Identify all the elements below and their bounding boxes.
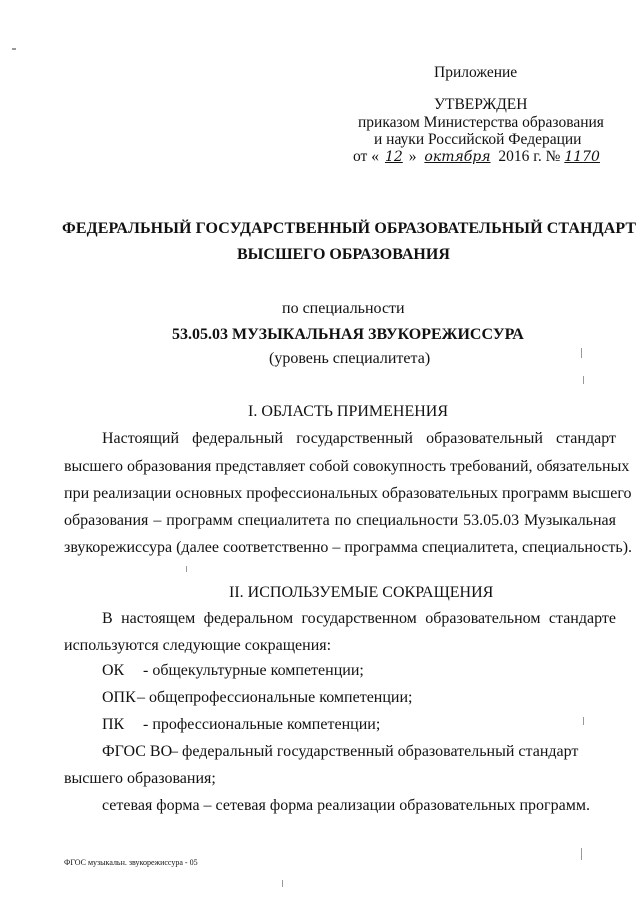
doc-title-line-1: ФЕДЕРАЛЬНЫЙ ГОСУДАРСТВЕННЫЙ ОБРАЗОВАТЕЛЬНЫЙ СТАНДАРТ: [62, 220, 637, 237]
section1-line-5: звукорежиссура (далее соответственно – программа специалитета, специальность).: [64, 539, 633, 556]
abbr-def-ok: - общекультурные компетенции;: [143, 662, 364, 679]
order-date-line: [353, 148, 600, 166]
abbr-term-opk: ОПК: [102, 689, 136, 706]
by-specialty: по специальности: [282, 300, 405, 317]
order-line-2: и науки Российской Федерации: [374, 131, 582, 148]
approved-label: УТВЕРЖДЕН: [434, 96, 528, 113]
order-number: 1170: [564, 149, 600, 165]
scan-mark: [583, 376, 584, 384]
specialty-title: 53.05.03 МУЗЫКАЛЬНАЯ ЗВУКОРЕЖИССУРА: [172, 326, 524, 343]
section1-line-3: при реализации основных профессиональных образовательных программ высшего: [64, 485, 632, 502]
section2-heading: II. ИСПОЛЬЗУЕМЫЕ СОКРАЩЕНИЯ: [229, 584, 494, 601]
abbr-def-opk: – общепрофессиональные компетенции;: [137, 689, 413, 706]
abbr-term-fgos: ФГОС ВО: [102, 743, 173, 760]
abbr-def-pk: - профессиональные компетенции;: [143, 716, 381, 733]
section1-heading: I. ОБЛАСТЬ ПРИМЕНЕНИЯ: [248, 403, 449, 420]
date-prefix: от «: [353, 148, 379, 165]
order-line-1: приказом Министерства образования: [358, 114, 604, 131]
abbr-def-fgos: – федеральный государственный образовательный стандарт: [170, 743, 579, 760]
scan-mark: [581, 848, 582, 860]
scan-mark: [12, 48, 16, 50]
page-footer: ФГОС музыкальн. звукорежиссура - 05: [64, 858, 198, 867]
date-day: 12: [384, 149, 403, 165]
network-form-definition: сетевая форма – сетевая форма реализации образовательных программ.: [102, 797, 590, 814]
level-label: (уровень специалитета): [269, 350, 431, 367]
abbr-term-pk: ПК: [102, 716, 125, 733]
section2-intro-line-2: используются следующие сокращения:: [64, 637, 332, 654]
section1-line-1: Настоящий федеральный государственный образовательный стандарт: [102, 430, 616, 447]
section1-line-4: образования – программ специалитета по специальности 53.05.03 Музыкальная: [64, 512, 616, 529]
date-mid: »: [408, 148, 417, 165]
doc-title-line-2: ВЫСШЕГО ОБРАЗОВАНИЯ: [237, 246, 450, 263]
fgos-continuation: высшего образования;: [64, 770, 216, 787]
section2-intro-line-1: В настоящем федеральном государственном образовательном стандарте: [102, 610, 616, 627]
annex-label: Приложение: [434, 64, 518, 81]
date-year: 2016 г. №: [498, 148, 561, 165]
scan-mark: [581, 348, 582, 358]
date-month: октября: [424, 149, 491, 165]
scan-mark: [583, 717, 584, 725]
scan-mark: [282, 880, 283, 887]
section1-line-2: высшего образования представляет собой совокупность требований, обязательных: [64, 458, 630, 475]
abbr-term-ok: ОК: [102, 662, 125, 679]
scan-mark: [186, 566, 187, 572]
